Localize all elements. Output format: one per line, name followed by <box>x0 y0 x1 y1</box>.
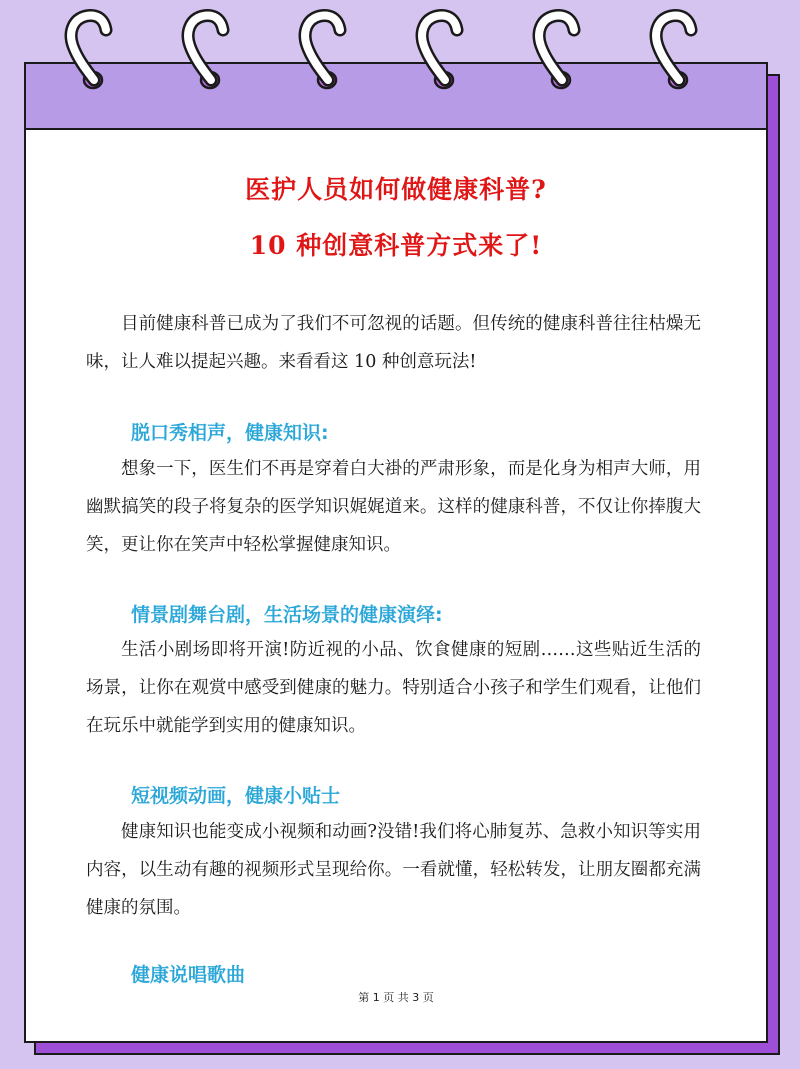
section-body: 健康知识也能变成小视频和动画?没错!我们将心肺复苏、急救小知识等实用内容，以生动有趣的视频形式呈现给你。一看就懂，轻松转发，让朋友圈都充满健康的氛围。 <box>86 822 701 918</box>
page-number-footer: 第 1 页 共 3 页 <box>358 991 434 1004</box>
section-body: 想象一下，医生们不再是穿着白大褂的严肃形象，而是化身为相声大师，用幽默搞笑的段子将复杂的医学知识娓娓道来。这样的健康科普，不仅让你捧腹大笑，更让你在笑声中轻松掌握健康知识。 <box>86 459 701 555</box>
page-content <box>24 62 768 1043</box>
section-body: 生活小剧场即将开演!防近视的小品、饮食健康的短剧……这些贴近生活的场景，让你在观赏中感受到健康的魅力。特别适合小孩子和学生们观看，让他们在玩乐中就能学到实用的健康知识。 <box>86 640 701 736</box>
intro-paragraph: 目前健康科普已成为了我们不可忽视的话题。但传统的健康科普往往枯燥无味，让人难以提起兴趣。来看看这 10 种创意玩法! <box>86 314 701 372</box>
section-heading: 情景剧舞台剧，生活场景的健康演绎: <box>131 604 443 626</box>
page-title-line-1: 医护人员如何做健康科普? <box>245 175 547 204</box>
page-title-line-2: 10 种创意科普方式来了! <box>249 231 543 260</box>
section-heading: 健康说唱歌曲 <box>131 964 246 986</box>
section-heading: 短视频动画，健康小贴士 <box>131 785 341 807</box>
section-heading: 脱口秀相声，健康知识: <box>131 422 329 444</box>
